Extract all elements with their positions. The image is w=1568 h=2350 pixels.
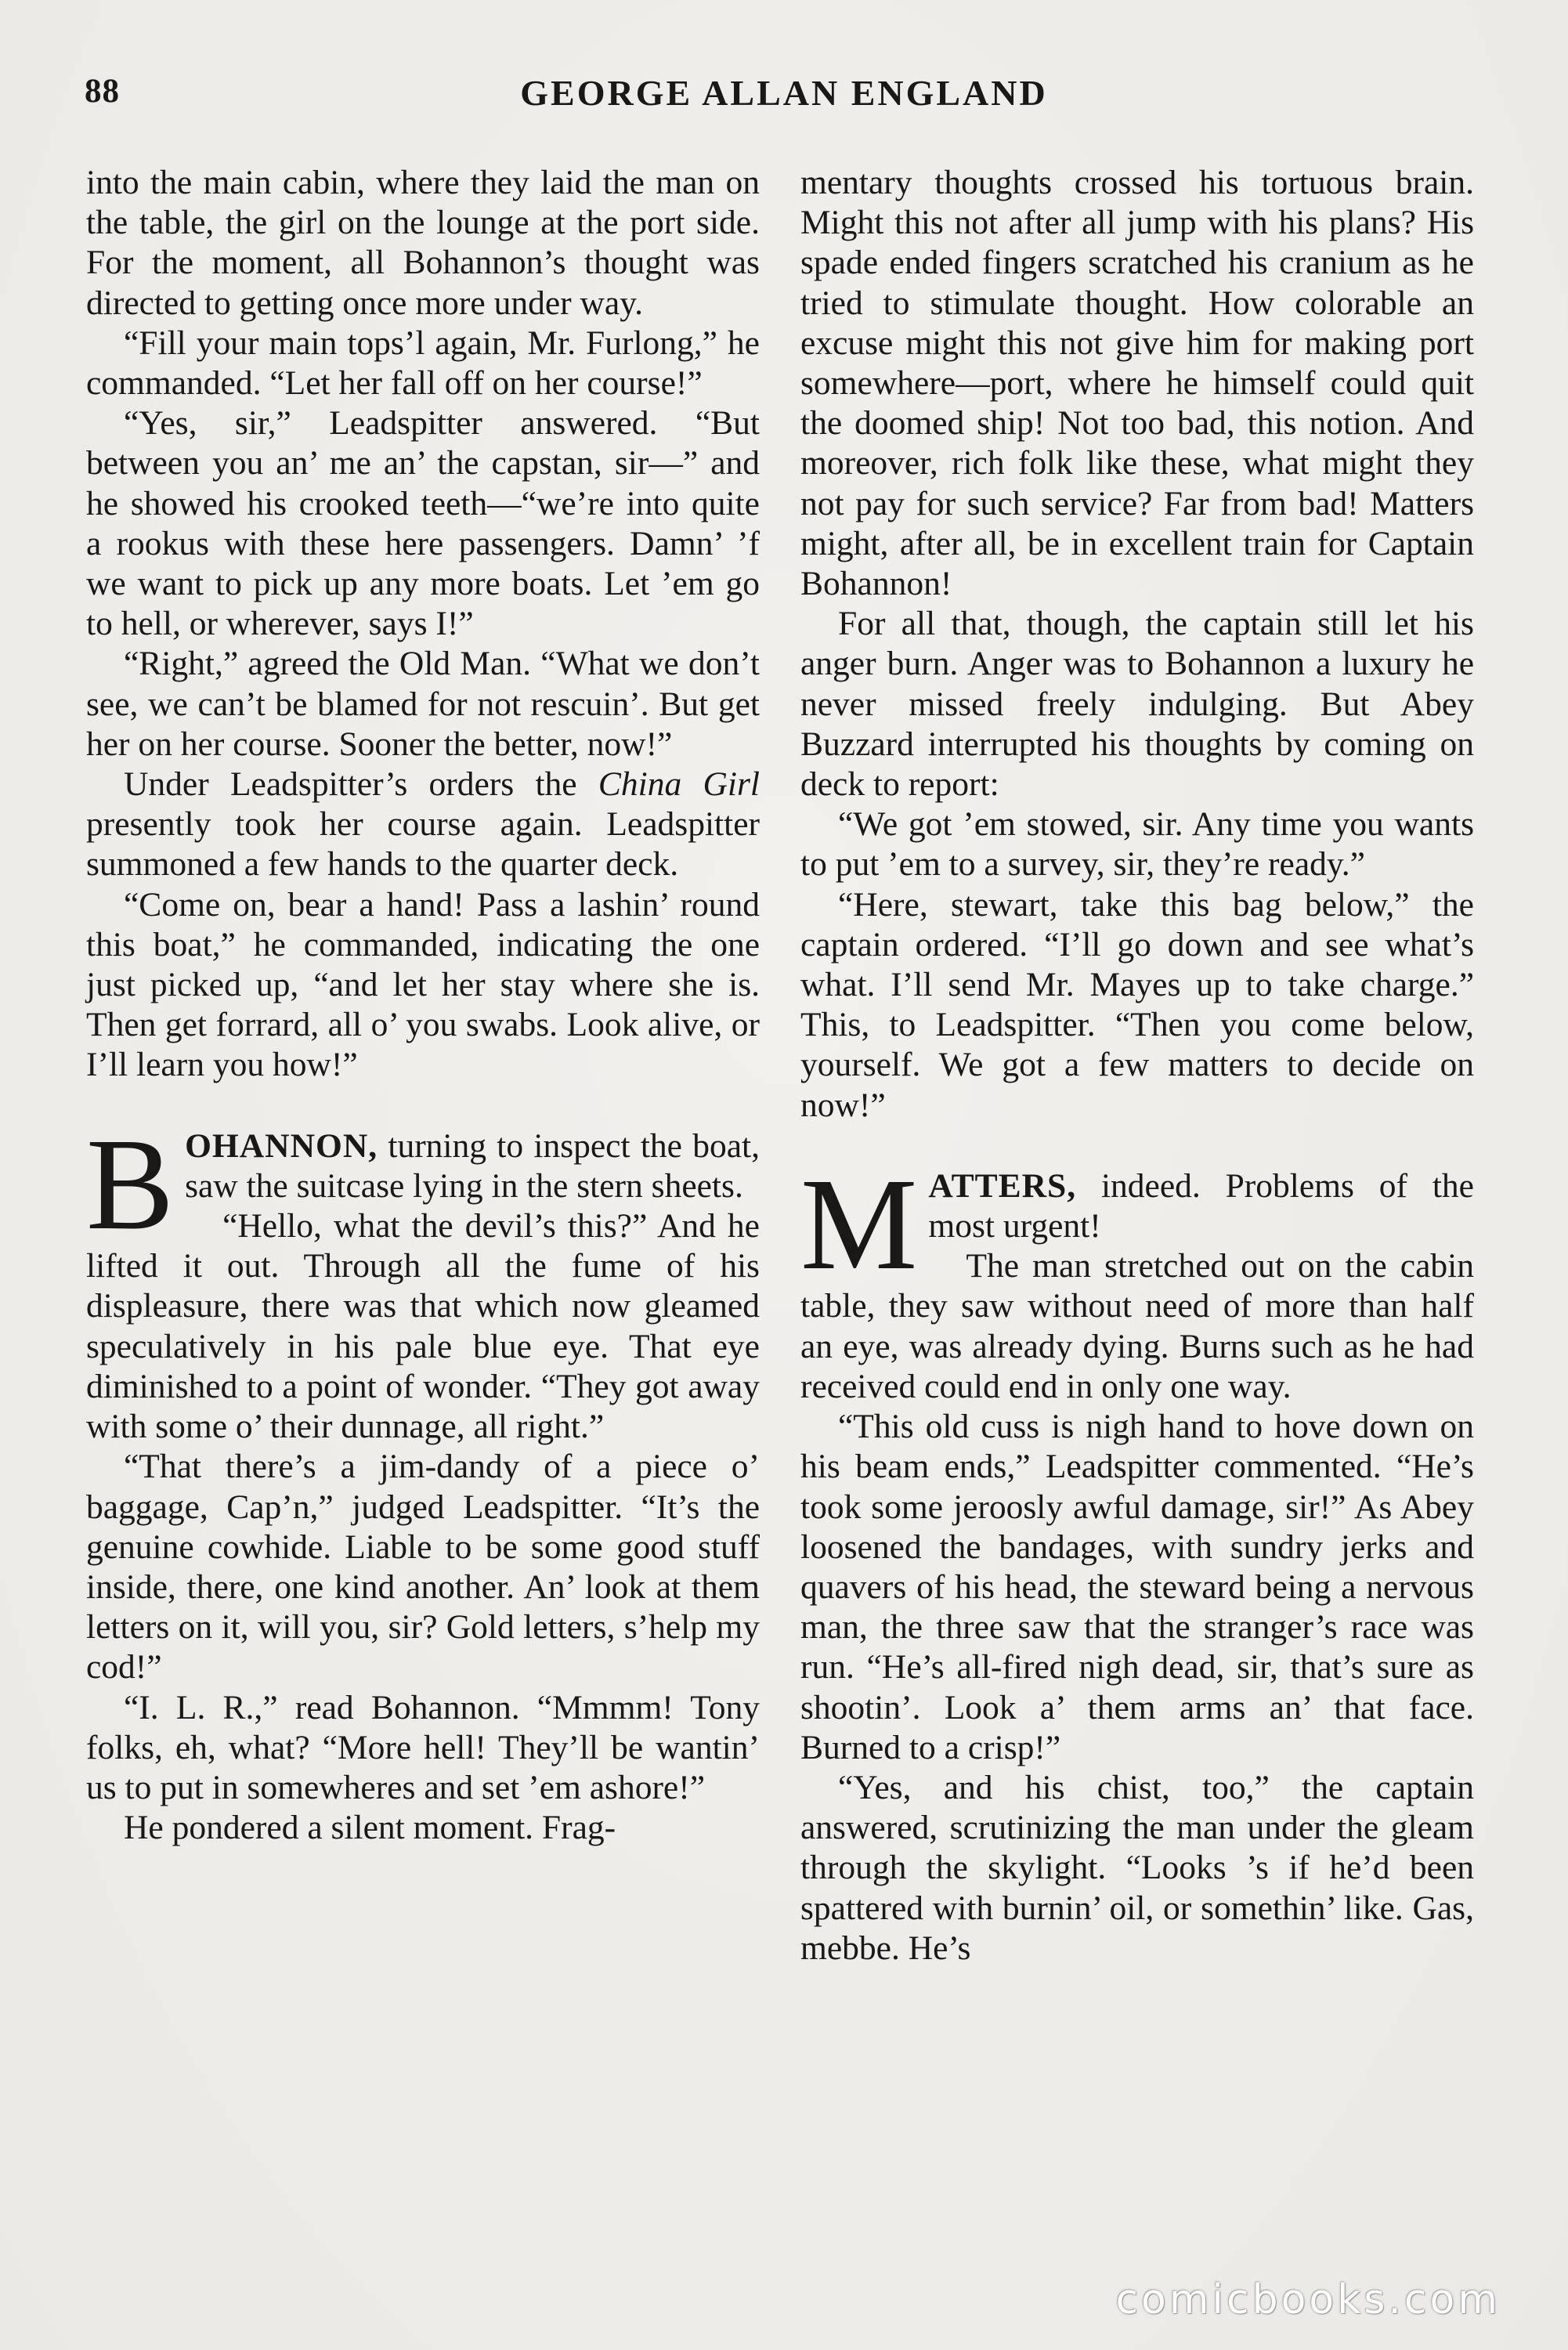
paragraph: mentary thoughts crossed his tortuous brain. Might this not after all jump with his plans? His spade ended fingers scratched his cranium as he tried to stimulate thought. How colorable an excuse might this not give him for making port somewhere—port, where he himself could quit the doomed ship! Not too bad, this notion. And moreover, rich folk like these, what might they not pay for such service? Far from bad! Matters might, after all, be in excellent train for Captain Bohannon!	[800, 164, 1474, 603]
ship-name: China Girl	[598, 765, 760, 804]
small-caps-lead: ATTERS,	[928, 1166, 1077, 1205]
paragraph: “Right,” agreed the Old Man. “What we don’t see, we can’t be blamed for not rescuin’. But get her on her course. Sooner the better, now!”	[86, 645, 760, 763]
site-watermark: comicbooks.com	[1115, 2276, 1501, 2323]
section-opening-paragraph	[800, 1151, 1474, 1297]
page-number: 88	[85, 73, 120, 110]
paragraph: “Fill your main tops’l again, Mr. Furlong,” he commanded. “Let her fall off on her course!”	[86, 324, 760, 403]
paragraph: “Yes, sir,” Leadspitter answered. “But between you an’ me an’ the capstan, sir—” and he showed his crooked teeth—“we’re into quite a rookus with these here passengers. Damn’ ’f we want to pick up any more boats. Let ’em go to hell, or wherever, says I!”	[86, 404, 760, 643]
paragraph: He pondered a silent moment. Frag-	[124, 1809, 616, 1847]
drop-cap: M	[800, 1151, 918, 1297]
text-run: Under Leadspitter’s orders the	[124, 765, 598, 804]
paragraph: The man stretched out on the cabin table, they saw without need of more than half an eye, was already dying. Burns such as he had received could end in only one way.	[800, 1247, 1474, 1405]
paragraph: into the main cabin, where they laid the man on the table, the girl on the lounge at the port side. For the moment, all Bohannon’s thought was directed to getting once more under way.	[86, 164, 760, 322]
paragraph: “This old cuss is nigh hand to hove down on his beam ends,” Leadspitter commented. “He’s took some jeroosly awful damage, sir!” As Abey loosened the bandages, with sundry jerks and quavers of his head, the steward being a nervous man, the three saw that the stranger’s race was run. “He’s all-fired nigh dead, sir, that’s sure as shootin’. Look a’ them arms an’ that face. Burned to a crisp!”	[800, 1408, 1474, 1766]
section-opening-paragraph	[86, 1111, 760, 1257]
paragraph: “That there’s a jim-dandy of a piece o’ baggage, Cap’n,” judged Leadspitter. “It’s the genuine cowhide. Liable to be some good stuff inside, there, one kind another. An’ look at them letters on it, will you, sir? Gold letters, s’help my cod!”	[86, 1448, 760, 1687]
right-text-column	[800, 163, 1474, 1969]
text-run: presently took her course again. Leadspitter summoned a few hands to the quarter deck.	[86, 805, 760, 884]
text-run: indeed. Problems of the most urgent!	[928, 1166, 1474, 1246]
paragraph	[86, 765, 760, 885]
paragraph: “Hello, what the devil’s this?” And he lifted it out. Through all the fume of his displeasure, there was that which now gleamed speculatively in his pale blue eye. That eye diminished to a point of wonder. “They got away with some o’ their dunnage, all right.”	[86, 1207, 760, 1446]
paragraph: “I. L. R.,” read Bohannon. “Mmmm! Tony folks, eh, what? “More hell! They’ll be wantin’ us to put in somewheres and set ’em ashore!”	[86, 1688, 760, 1806]
paragraph: “We got ’em stowed, sir. Any time you wants to put ’em to a survey, sir, they’re ready.”	[800, 805, 1474, 884]
paragraph: “Yes, and his chist, too,” the captain answered, scrutinizing the man under the gleam through the skylight. “Looks ’s if he’d been spattered with burnin’ oil, or somethin’ like. Gas, mebbe. He’s	[800, 1768, 1474, 1967]
paragraph: “Come on, bear a hand! Pass a lashin’ round this boat,” he commanded, indicating the one just picked up, “and let her stay where she is. Then get forrard, all o’ you swabs. Look alive, or I’ll learn you how!”	[86, 885, 760, 1084]
text-run: turning to inspect the boat, saw the suitcase lying in the stern sheets.	[185, 1126, 760, 1205]
running-head-author: GEORGE ALLAN ENGLAND	[520, 73, 1048, 113]
left-text-column	[86, 163, 760, 1848]
paragraph: For all that, though, the captain still let his anger burn. Anger was to Bohannon a luxury he never missed freely indulging. But Abey Buzzard interrupted his thoughts by coming on deck to report:	[800, 605, 1474, 804]
small-caps-lead: OHANNON,	[185, 1126, 378, 1165]
paragraph: “Here, stewart, take this bag below,” the captain ordered. “I’ll go down and see what’s what. I’ll send Mr. Mayes up to take charge.” This, to Leadspitter. “Then you come below, yourself. We got a few matters to decide on now!”	[800, 885, 1474, 1124]
page-header	[85, 72, 1483, 127]
drop-cap: B	[86, 1111, 175, 1257]
